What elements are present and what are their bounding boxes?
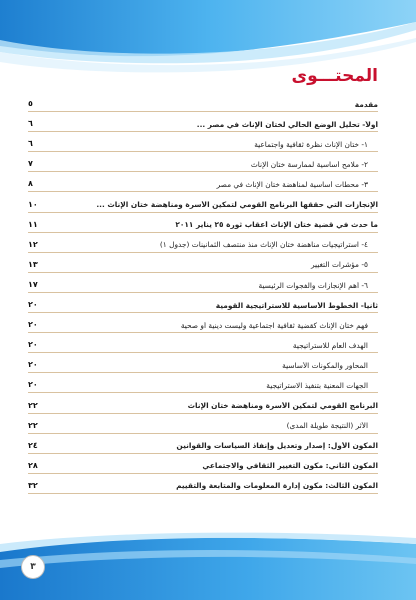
toc-entry-label: ٥- مؤشرات التغيير	[310, 261, 368, 270]
toc-entry[interactable]	[28, 112, 378, 132]
toc-entry[interactable]	[28, 434, 378, 454]
toc-entry[interactable]	[28, 474, 378, 494]
toc-entry-label: الأثر (النتيجة طويلة المدى)	[286, 422, 368, 431]
toc-entry-label: الجهات المعنية بتنفيذ الاستراتيجية	[266, 382, 368, 390]
toc-entry-page: ٥	[28, 99, 33, 109]
toc-entry[interactable]	[28, 393, 378, 413]
toc-entry[interactable]	[28, 233, 378, 253]
toc-entry-page: ٢٠	[28, 300, 38, 310]
table-of-contents	[28, 92, 378, 494]
toc-entry-label: ٣- محطات أساسية لمناهضة ختان الإناث في مصر	[216, 181, 368, 190]
toc-entry[interactable]	[28, 333, 378, 353]
toc-entry[interactable]	[28, 172, 378, 192]
toc-entry-label: ثانياً- الخطوط الأساسية للاستراتيجية القومية	[215, 301, 378, 310]
toc-entry-label: ١- ختان الإناث نظرة ثقافية واجتماعية	[254, 140, 368, 149]
toc-entry-page: ٦	[28, 139, 33, 149]
toc-entry-page: ١٣	[28, 259, 38, 269]
toc-entry-label: ٤- استراتيجيات مناهضة ختان الإناث منذ منتصف الثمانينات (جدول ١)	[159, 241, 368, 250]
toc-entry[interactable]	[28, 454, 378, 474]
toc-entry-page: ٧	[28, 159, 33, 169]
toc-entry-page: ٢٠	[28, 320, 38, 330]
toc-entry-label: المكون الثاني: مكون التغيير الثقافي والاجتماعي	[202, 462, 378, 471]
toc-entry-page: ٢٢	[28, 400, 38, 410]
toc-entry[interactable]	[28, 373, 378, 393]
toc-entry-label: المكون الثالث: مكون إدارة المعلومات والمتابعة والتقييم	[176, 482, 378, 491]
toc-entry[interactable]	[28, 414, 378, 434]
toc-entry-page: ٢٠	[28, 380, 38, 390]
toc-entry[interactable]	[28, 213, 378, 233]
toc-entry[interactable]	[28, 192, 378, 212]
toc-entry-label: مقدمة	[354, 100, 378, 109]
toc-entry[interactable]	[28, 92, 378, 112]
toc-entry[interactable]	[28, 152, 378, 172]
toc-entry-page: ١٧	[28, 279, 38, 289]
bottom-banner	[0, 530, 416, 600]
toc-entry[interactable]	[28, 273, 378, 293]
toc-entry-page: ٨	[28, 179, 33, 189]
toc-entry-page: ٢٨	[28, 460, 38, 470]
toc-entry-label: فهم ختان الإناث كقضية ثقافية اجتماعية وليست دينية أو صحية	[180, 321, 368, 330]
toc-entry[interactable]	[28, 293, 378, 313]
toc-entry-page: ٦	[28, 119, 33, 129]
toc-entry[interactable]	[28, 353, 378, 373]
page-number: ٣	[21, 555, 45, 579]
toc-entry-label: المكون الأول: إصدار وتعديل وإنفاذ السياسات والقوانين	[176, 442, 378, 451]
toc-entry-page: ٢٢	[28, 420, 38, 430]
toc-entry[interactable]	[28, 132, 378, 152]
page-title: المحتـــوى	[291, 66, 378, 86]
toc-entry-page: ٢٤	[28, 440, 38, 450]
toc-entry-label: ٦- أهم الإنجازات والفجوات الرئيسية	[258, 281, 368, 290]
toc-entry-page: ١٠	[28, 199, 38, 209]
toc-entry-label: الهدف العام للاستراتيجية	[292, 341, 368, 350]
toc-entry-label: أولاً- تحليل الوضع الحالي لختان الإناث في مصر ...	[196, 120, 378, 129]
toc-entry-label: الإنجازات التي حققها البرنامج القومي لتمكين الأسرة ومناهضة ختان الإناث ...	[96, 201, 378, 210]
toc-entry[interactable]	[28, 313, 378, 333]
toc-entry-page: ١٢	[28, 239, 38, 249]
toc-entry-page: ٣٢	[28, 480, 38, 490]
toc-entry[interactable]	[28, 253, 378, 273]
toc-entry-label: البرنامج القومي لتمكين الأسرة ومناهضة ختان الإناث	[187, 402, 378, 411]
toc-entry-label: المحاور والمكونات الأساسية	[282, 361, 368, 370]
toc-entry-page: ٢٠	[28, 360, 38, 370]
toc-entry-label: ٢- ملامح أساسية لممارسة ختان الإناث	[250, 160, 368, 169]
toc-entry-page: ٢٠	[28, 340, 38, 350]
toc-entry-label: ما حدث في قضية ختان الإناث أعقاب ثورة ٢٥ يناير ٢٠١١	[175, 221, 378, 230]
toc-entry-page: ١١	[28, 219, 38, 229]
